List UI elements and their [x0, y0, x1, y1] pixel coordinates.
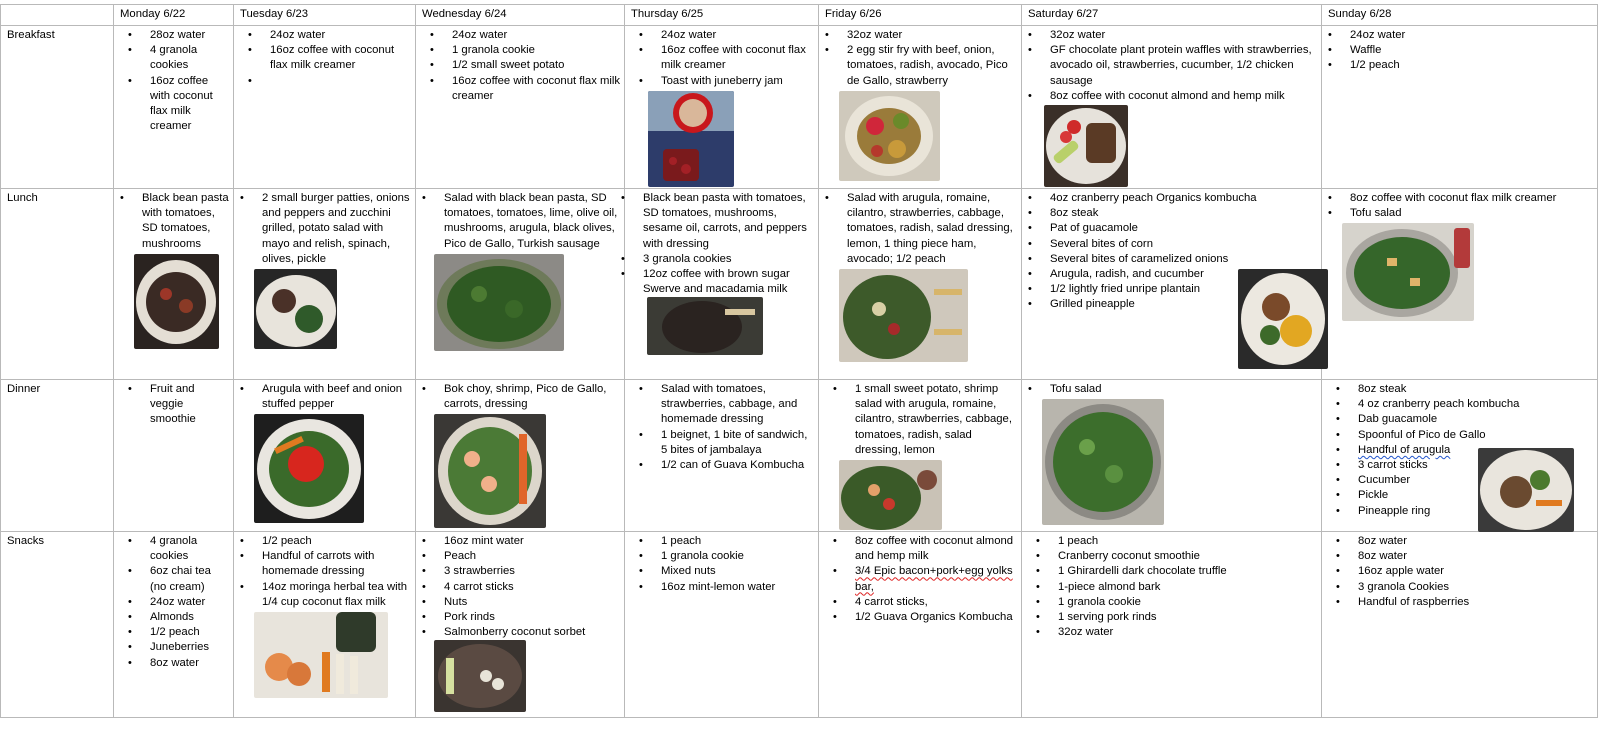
list-item: • 24oz water	[1350, 28, 1594, 43]
list-item: • Spoonful of Pico de Gallo	[1358, 428, 1594, 443]
dinner-sat	[1022, 380, 1322, 532]
list-item: • Salad with arugula, romaine, cilantro, strawberries, cabbage, tomatoes, radish, salad dressing, lemon, 1 thing piece ham, avocado; 1/2 peach	[847, 191, 1018, 267]
list-item: • Arugula, radish, and cucumber	[1050, 267, 1318, 282]
lunch-wed	[416, 189, 625, 380]
list-item	[270, 74, 412, 89]
list-item: • 1 beignet, 1 bite of sandwich, 5 bites of jambalaya	[661, 428, 815, 458]
list-item: • Cranberry coconut smoothie	[1058, 549, 1318, 564]
waffles-image	[1044, 105, 1128, 187]
breakfast-tue	[234, 26, 416, 189]
row-label-snacks: Snacks	[1, 532, 114, 718]
list-item: • Black bean pasta with tomatoes, SD tomatoes, mushrooms, sesame oil, carrots, and peppers with dressing	[643, 191, 815, 252]
lunch-mon	[114, 189, 234, 380]
list-item: • 8oz coffee with coconut almond and hemp milk	[855, 534, 1018, 564]
list-item: • Handful of arugula	[1358, 443, 1594, 458]
list-item: • 16oz coffee with coconut flax milk creamer	[150, 74, 230, 135]
list-item: • Several bites of corn	[1050, 237, 1318, 252]
list-item: • 3 carrot sticks	[1358, 458, 1594, 473]
meal-photo-toast-coffee	[648, 91, 734, 187]
item-list	[120, 28, 230, 134]
day-header-mon: Monday 6/22	[114, 5, 234, 26]
list-item: • Pineapple ring	[1358, 504, 1594, 519]
item-list	[120, 382, 230, 428]
row-label-breakfast: Breakfast	[1, 26, 114, 189]
burger-patties-image	[254, 269, 337, 349]
dinner-wed	[416, 380, 625, 532]
meal-photo-waffles	[1044, 105, 1128, 187]
list-item: • Black bean pasta with tomatoes, SD tomatoes, mushrooms	[142, 191, 230, 252]
toast-coffee-image	[648, 91, 734, 187]
list-item: • 3 granola Cookies	[1358, 580, 1594, 595]
snacks-tue	[234, 532, 416, 718]
item-list	[1328, 28, 1594, 74]
item-list	[631, 382, 815, 473]
item-list	[422, 382, 621, 412]
lunch-sun	[1322, 189, 1598, 380]
day-header-tue: Tuesday 6/23	[234, 5, 416, 26]
list-item: • Pickle	[1358, 488, 1594, 503]
list-item: • Bok choy, shrimp, Pico de Gallo, carrots, dressing	[444, 382, 621, 412]
breakfast-sat	[1022, 26, 1322, 189]
list-item: • Dab guacamole	[1358, 412, 1594, 427]
list-item: • 32oz water	[847, 28, 1018, 43]
steak-dinner-image	[1478, 448, 1574, 532]
dinner-mon	[114, 380, 234, 532]
breakfast-fri	[819, 26, 1022, 189]
list-item: • Fruit and veggie smoothie	[150, 382, 230, 428]
pasta-image	[134, 254, 219, 349]
list-item: • 8oz coffee with coconut almond and hemp milk	[1050, 89, 1318, 104]
list-item: • 3/4 Epic bacon+pork+egg yolks bar,	[855, 564, 1018, 594]
list-item: • 3 strawberries	[444, 564, 621, 579]
list-item: • 2 small burger patties, onions and peppers and zucchini grilled, potato salad with mayo and relish, spinach, olives, pickle	[262, 191, 412, 267]
lunch-sat	[1022, 189, 1322, 380]
day-header-fri: Friday 6/26	[819, 5, 1022, 26]
list-item: • 1/2 Guava Organics Kombucha	[855, 610, 1018, 625]
snacks-fri	[819, 532, 1022, 718]
list-item: • 28oz water	[150, 28, 230, 43]
snacks-thu	[625, 532, 819, 718]
item-list	[1028, 382, 1318, 397]
item-list	[240, 534, 412, 610]
corner-cell	[1, 5, 114, 26]
stir-fry-image	[839, 91, 940, 181]
list-item: • Arugula with beef and onion stuffed pepper	[262, 382, 412, 412]
breakfast-sun	[1322, 26, 1598, 189]
shrimp-salad-image	[839, 460, 942, 530]
list-item: • 16oz coffee with coconut flax milk creamer	[452, 74, 621, 104]
list-item: • 4 carrot sticks	[444, 580, 621, 595]
list-item: • 14oz moringa herbal tea with 1/4 cup coconut flax milk	[262, 580, 412, 610]
list-item: • 16oz mint-lemon water	[661, 580, 815, 595]
list-item: • 4 granola cookies	[150, 534, 230, 564]
steak-plate-image	[1238, 269, 1328, 369]
lunch-fri	[819, 189, 1022, 380]
list-item: • 24oz water	[452, 28, 621, 43]
lunch-thu-image	[647, 297, 763, 355]
list-item: • Tofu salad	[1350, 206, 1594, 221]
list-item: • 16oz mint water	[444, 534, 621, 549]
meal-photo-lunch-thu	[647, 297, 763, 355]
list-item: • Tofu salad	[1050, 382, 1318, 397]
snack-plate-image	[434, 640, 526, 712]
list-item: • 16oz coffee with coconut flax milk creamer	[270, 43, 412, 73]
list-item: • Handful of carrots with homemade dressing	[262, 549, 412, 579]
list-item: • Peach	[444, 549, 621, 564]
snacks-sat	[1022, 532, 1322, 718]
list-item: • Pat of guacamole	[1050, 221, 1318, 236]
meal-photo-pasta-salad	[434, 254, 564, 351]
list-item: • 4 carrot sticks,	[855, 595, 1018, 610]
list-item: • 8oz water	[1358, 534, 1594, 549]
list-item: • 24oz water	[661, 28, 815, 43]
item-list	[120, 191, 230, 252]
list-item: • 4oz cranberry peach Organics kombucha	[1050, 191, 1318, 206]
list-item: • Almonds	[150, 610, 230, 625]
meal-photo-steak-plate	[1238, 269, 1328, 369]
meal-photo-stir-fry	[839, 91, 940, 181]
row-label-lunch: Lunch	[1, 189, 114, 380]
list-item: • Salmonberry coconut sorbet	[444, 625, 621, 640]
lunch-tue	[234, 189, 416, 380]
list-item: • Salad with tomatoes, strawberries, cabbage, and homemade dressing	[661, 382, 815, 428]
list-item: • 16oz coffee with coconut flax milk creamer	[661, 43, 815, 73]
item-list	[1028, 534, 1318, 640]
snacks-mon	[114, 532, 234, 718]
meal-photo-snack-plate	[434, 640, 526, 712]
list-item: • 1/2 can of Guava Kombucha	[661, 458, 815, 473]
stuffed-pepper-image	[254, 414, 364, 523]
list-item: • Several bites of caramelized onions	[1050, 252, 1318, 267]
peach-carrots-image	[254, 612, 388, 698]
list-item: • 32oz water	[1058, 625, 1318, 640]
shrimp-bok-choy-image	[434, 414, 546, 528]
day-header-sun: Sunday 6/28	[1322, 5, 1598, 26]
list-item: • 8oz steak	[1358, 382, 1594, 397]
list-item: • 1/2 peach	[150, 625, 230, 640]
list-item: • 16oz apple water	[1358, 564, 1594, 579]
list-item: • 1 small sweet potato, shrimp salad with arugula, romaine, cilantro, strawberries, cabbage, tomatoes, radish, salad dressing, lemon	[855, 382, 1018, 458]
row-label-dinner: Dinner	[1, 380, 114, 532]
list-item: • 1 granola cookie	[452, 43, 621, 58]
list-item: • 8oz coffee with coconut flax milk creamer	[1350, 191, 1594, 206]
breakfast-row	[1, 26, 1598, 189]
item-list	[631, 534, 815, 595]
item-list	[240, 191, 412, 267]
list-item: • 8oz water	[150, 656, 230, 671]
item-list	[240, 382, 412, 412]
dinner-row	[1, 380, 1598, 532]
salad-ham-image	[839, 269, 968, 362]
list-item: • 1 peach	[661, 534, 815, 549]
item-list	[422, 28, 621, 104]
meal-photo-shrimp-bok-choy	[434, 414, 546, 528]
list-item: • Pork rinds	[444, 610, 621, 625]
meal-photo-salad-ham	[839, 269, 968, 362]
item-list	[1328, 534, 1594, 610]
list-item: • 24oz water	[150, 595, 230, 610]
list-item: • 1 granola cookie	[1058, 595, 1318, 610]
list-item: • 1 granola cookie	[661, 549, 815, 564]
list-item: • 8oz steak	[1050, 206, 1318, 221]
food-log-table	[0, 4, 1598, 718]
item-list	[825, 534, 1018, 625]
list-item: • Nuts	[444, 595, 621, 610]
breakfast-wed	[416, 26, 625, 189]
list-item: • Waffle	[1350, 43, 1594, 58]
meal-photo-peach-carrots	[254, 612, 388, 698]
list-item: • 24oz water	[270, 28, 412, 43]
list-item: • GF chocolate plant protein waffles with strawberries, avocado oil, strawberries, cucumber, 1/2 chicken sausage	[1050, 43, 1318, 89]
pasta-salad-image	[434, 254, 564, 351]
meal-photo-tofu-salad-dinner	[1042, 399, 1164, 525]
item-list	[422, 191, 621, 252]
meal-photo-stuffed-pepper	[254, 414, 364, 523]
list-item: • 2 egg stir fry with beef, onion, tomatoes, radish, avocado, Pico de Gallo, strawberry	[847, 43, 1018, 89]
item-list	[631, 28, 815, 89]
list-item: • 1/2 peach	[262, 534, 412, 549]
dinner-sun	[1322, 380, 1598, 532]
tofu-salad-dinner-image	[1042, 399, 1164, 525]
list-item: • 8oz water	[1358, 549, 1594, 564]
tofu-salad-lunch-image	[1342, 223, 1474, 321]
header-row	[1, 5, 1598, 26]
day-header-thu: Thursday 6/25	[625, 5, 819, 26]
list-item: • 3 granola cookies	[643, 252, 815, 267]
list-item: • 1 peach	[1058, 534, 1318, 549]
lunch-row	[1, 189, 1598, 380]
meal-photo-burger-patties	[254, 269, 337, 349]
list-item: • 6oz chai tea (no cream)	[150, 564, 230, 594]
meal-photo-steak-dinner	[1478, 448, 1574, 532]
day-header-sat: Saturday 6/27	[1022, 5, 1322, 26]
list-item: • Mixed nuts	[661, 564, 815, 579]
list-item: • Juneberries	[150, 640, 230, 655]
list-item: • 4 oz cranberry peach kombucha	[1358, 397, 1594, 412]
breakfast-thu	[625, 26, 819, 189]
item-list	[240, 28, 412, 89]
snacks-sun	[1322, 532, 1598, 718]
item-list	[422, 534, 621, 640]
list-item: • 1 serving pork rinds	[1058, 610, 1318, 625]
item-list	[1328, 191, 1594, 221]
list-item: • 4 granola cookies	[150, 43, 230, 73]
list-item: • 1 Ghirardelli dark chocolate truffle	[1058, 564, 1318, 579]
list-item: • Handful of raspberries	[1358, 595, 1594, 610]
list-item: • 1/2 lightly fried unripe plantain	[1050, 282, 1318, 297]
item-list	[631, 191, 815, 297]
list-item: • 12oz coffee with brown sugar Swerve and macadamia milk	[643, 267, 815, 297]
dinner-thu	[625, 380, 819, 532]
meal-photo-shrimp-salad	[839, 460, 942, 530]
list-item: • 1/2 small sweet potato	[452, 58, 621, 73]
list-item: • 1/2 peach	[1350, 58, 1594, 73]
item-list	[825, 191, 1018, 267]
list-item: • 1-piece almond bark	[1058, 580, 1318, 595]
meal-photo-tofu-salad-lunch	[1342, 223, 1474, 321]
breakfast-mon	[114, 26, 234, 189]
list-item: • Salad with black bean pasta, SD tomatoes, tomatoes, lime, olive oil, mushrooms, arugula, black olives, Pico de Gallo, Turkish sausage	[444, 191, 621, 252]
list-item: • Grilled pineapple	[1050, 297, 1318, 312]
day-header-wed: Wednesday 6/24	[416, 5, 625, 26]
list-item: • 32oz water	[1050, 28, 1318, 43]
item-list	[825, 28, 1018, 89]
meal-photo-pasta	[134, 254, 219, 349]
list-item: • Cucumber	[1358, 473, 1594, 488]
list-item: • Toast with juneberry jam	[661, 74, 815, 89]
dinner-tue	[234, 380, 416, 532]
item-list	[1028, 28, 1318, 104]
item-list	[120, 534, 230, 671]
snacks-row	[1, 532, 1598, 718]
dinner-fri	[819, 380, 1022, 532]
item-list	[825, 382, 1018, 458]
lunch-thu	[625, 189, 819, 380]
snacks-wed	[416, 532, 625, 718]
